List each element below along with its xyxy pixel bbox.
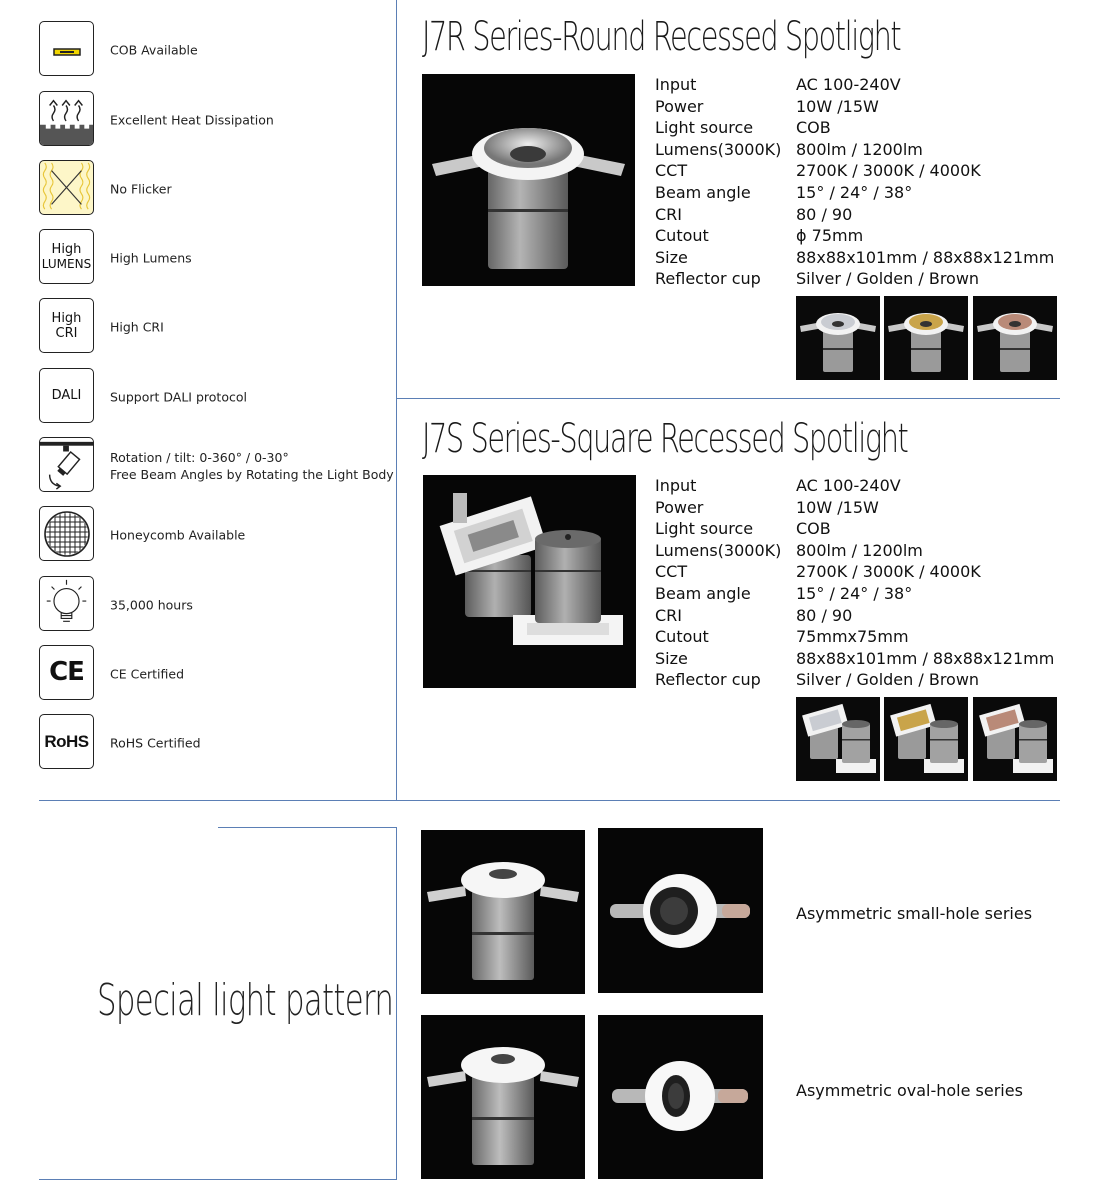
spec-row [655,540,1054,562]
dali-icon [39,368,94,423]
icon-text: LUMENS [41,256,92,271]
product-photo-square [423,475,636,688]
spec-value: AC 100-240V [796,476,901,495]
feature-item [39,160,389,217]
spec-row [655,497,1054,519]
spec-value: 80 / 90 [796,605,853,625]
icon-text: High [51,241,82,257]
reflector-thumb-silver [796,296,880,380]
spec-value: 15° / 24° / 38° [796,583,913,603]
spec-value: 10W /15W [796,497,879,517]
special-bottom-rule [39,1179,397,1180]
feature-label: High CRI [110,319,164,334]
feature-item [39,229,389,286]
feature-item [39,298,389,355]
reflector-thumb-silver [796,697,880,781]
reflector-thumb-brown [973,296,1057,380]
ce-mark-icon [39,645,94,700]
spec-key: Input [655,75,697,94]
spec-row [655,268,1054,290]
feature-label: COB Available [110,42,198,57]
special-divider [396,827,397,1179]
spec-key: Power [655,497,704,517]
spec-key: CRI [655,204,683,224]
reflector-thumb-golden [884,296,968,380]
spec-row [655,182,1054,204]
icon-text: CRI [55,325,78,341]
spec-row [655,160,1054,182]
spec-key: Reflector cup [655,670,761,690]
icon-text: High [51,310,82,326]
feature-item [39,368,389,425]
feature-label: 35,000 hours [110,597,193,612]
spec-value: Silver / Golden / Brown [796,670,980,690]
spec-row [655,518,1054,540]
small-hole-side-photo [421,830,585,994]
honeycomb-icon [39,506,94,561]
light-bulb-icon [39,576,94,631]
high-lumens-icon [39,229,94,284]
spec-key: Power [655,96,704,116]
feature-label: High Lumens [110,250,192,265]
spec-key: Lumens(3000K) [655,139,782,159]
feature-label: Excellent Heat Dissipation [110,112,274,127]
spec-row [655,247,1054,269]
spec-value: 80 / 90 [796,204,853,224]
feature-item [39,91,389,148]
series-caption: Asymmetric small-hole series [796,904,1033,923]
feature-label: Rotation / tilt: 0-360° / 0-30° [110,449,289,465]
spec-value: 15° / 24° / 38° [796,182,913,202]
icon-text: RoHS [44,732,89,751]
spec-row [655,605,1054,627]
spec-value: 88x88x101mm / 88x88x121mm [796,247,1055,267]
feature-label: Honeycomb Available [110,527,246,542]
spec-value: COB [796,519,831,539]
spec-value: Silver / Golden / Brown [796,269,980,289]
spec-row [655,648,1054,670]
feature-item [39,437,394,494]
rotation-tilt-icon [39,437,94,492]
spec-row [655,96,1054,118]
spec-value: 800lm / 1200lm [796,139,923,159]
spec-row [655,74,1054,96]
spec-row [655,626,1054,648]
reflector-thumb-brown [973,697,1057,781]
icon-text: CE [49,657,84,687]
spec-row [655,117,1054,139]
spec-key: Cutout [655,627,709,647]
feature-label: CE Certified [110,666,185,681]
series-caption: Asymmetric oval-hole series [796,1081,1023,1100]
feature-item [39,645,389,702]
spec-key: Size [655,247,688,267]
column-divider [396,0,397,800]
oval-hole-front-photo [598,1015,763,1179]
spec-value: 2700K / 3000K / 4000K [796,562,981,582]
spec-key: Light source [655,519,754,539]
spec-value: ϕ 75mm [796,226,864,246]
feature-label: No Flicker [110,181,172,196]
high-cri-icon [39,298,94,353]
feature-item [39,714,389,771]
spec-value: COB [796,118,831,138]
spec-row [655,139,1054,161]
spec-key: Lumens(3000K) [655,540,782,560]
spec-row [655,475,1054,497]
small-hole-front-photo [598,828,763,993]
feature-label-secondary: Free Beam Angles by Rotating the Light Body [110,466,394,482]
special-light-pattern-title: Special light pattern [97,975,394,1026]
feature-label-group [110,449,394,483]
spec-table [655,74,1054,290]
heat-dissipation-icon [39,91,94,146]
spec-table [655,475,1054,691]
spec-value: 800lm / 1200lm [796,540,923,560]
spec-key: Beam angle [655,182,751,202]
spec-key: Light source [655,118,754,138]
spec-key: Beam angle [655,583,751,603]
feature-item [39,21,389,78]
product-divider [397,398,1060,399]
feature-item [39,506,389,563]
spec-key: CCT [655,562,688,582]
spec-value: 2700K / 3000K / 4000K [796,161,981,181]
spec-row [655,225,1054,247]
spec-key: Size [655,648,688,668]
oval-hole-side-photo [421,1015,585,1179]
reflector-thumb-golden [884,697,968,781]
spec-value: 88x88x101mm / 88x88x121mm [796,648,1055,668]
no-flicker-icon [39,160,94,215]
rohs-icon [39,714,94,769]
spec-row [655,583,1054,605]
spec-key: CCT [655,161,688,181]
spec-value: 10W /15W [796,96,879,116]
product-title: J7S Series-Square Recessed Spotlight [422,416,908,462]
spec-key: Input [655,476,697,495]
feature-item [39,576,389,633]
cob-chip-icon [39,21,94,76]
icon-text: DALI [51,388,82,403]
spec-value: 75mmx75mm [796,627,909,647]
spec-row [655,669,1054,691]
feature-label: Support DALI protocol [110,389,247,404]
spec-row [655,204,1054,226]
special-top-rule [218,827,397,828]
spec-key: Cutout [655,226,709,246]
product-photo-round [422,74,635,286]
product-title: J7R Series-Round Recessed Spotlight [422,14,901,60]
spec-key: Reflector cup [655,269,761,289]
spec-value: AC 100-240V [796,75,901,94]
spec-row [655,561,1054,583]
spec-key: CRI [655,605,683,625]
section-divider [39,800,1060,801]
feature-label: RoHS Certified [110,735,201,750]
